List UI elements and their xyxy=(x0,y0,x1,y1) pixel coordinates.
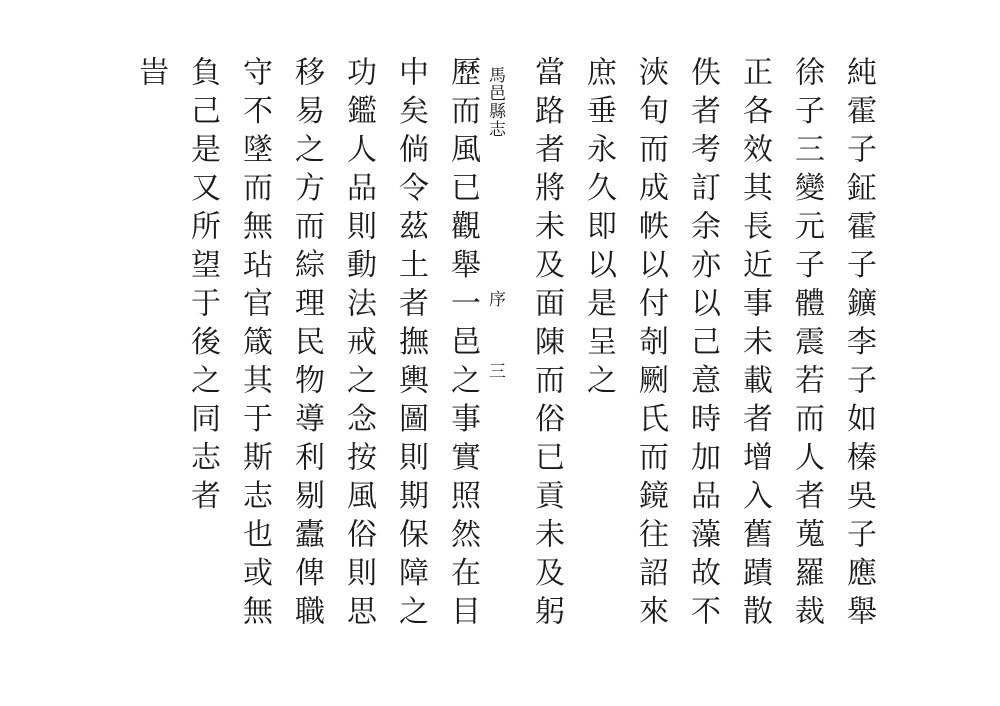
text-column-4: 佚者考訂余亦以己意時加品藻故不 xyxy=(685,56,720,634)
text-column-5: 浹旬而成帙以付剞劂氏而鏡往詔來 xyxy=(633,56,668,634)
text-column-7: 當路者將未及面陳而俗已貢未及躬 xyxy=(529,56,564,634)
text-column-2: 徐子三變元子體震若而人者蒐羅裁 xyxy=(789,56,824,634)
text-column-10: 功鑑人品則動法戒之念按風俗則思 xyxy=(341,56,376,634)
page-number: 三 xyxy=(485,362,505,379)
book-title: 馬邑縣志 xyxy=(485,66,505,138)
section-label: 序 xyxy=(485,290,505,307)
text-column-1: 純霍子鉦霍子鑛李子如榛吳子應舉 xyxy=(841,56,876,634)
text-column-8: 歷而風已觀舉一邑之事實照然在目 xyxy=(445,56,480,634)
text-column-9: 中矣倘令茲土者撫輿圖則期保障之 xyxy=(393,56,428,634)
text-column-14: 旹 xyxy=(133,56,168,95)
text-column-3: 正各效其長近事未載者增入舊蹟散 xyxy=(737,56,772,634)
text-column-6: 庶垂永久即以是呈之 xyxy=(581,56,616,403)
text-column-13: 負己是又所望于後之同志者 xyxy=(185,56,220,518)
text-column-11: 移易之方而綜理民物導利剔蠹俾職 xyxy=(289,56,324,634)
text-column-12: 守不墜而無玷官箴其于斯志也或無 xyxy=(237,56,272,634)
